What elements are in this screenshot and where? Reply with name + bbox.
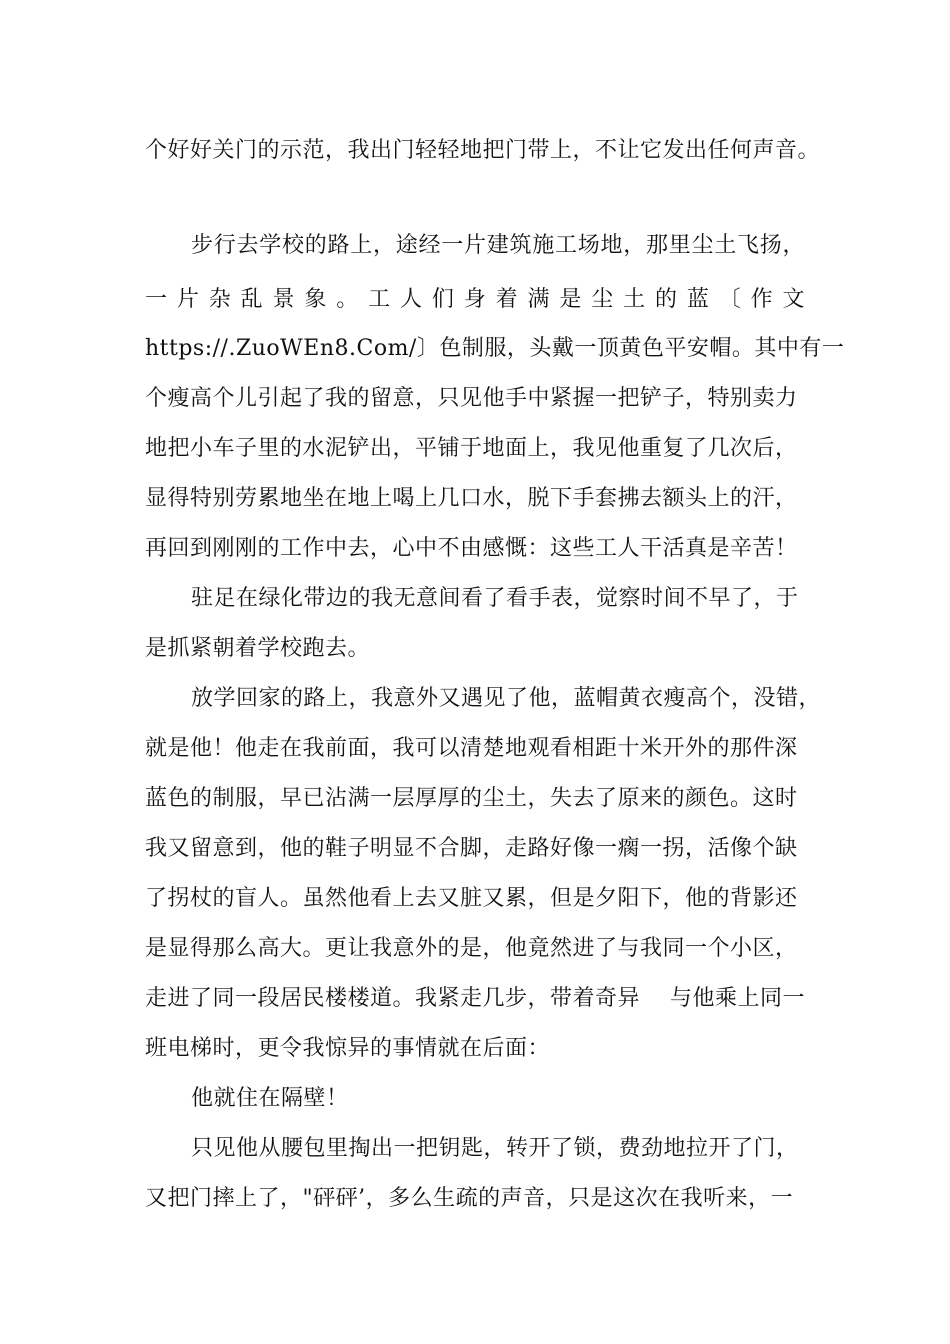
text-line: 了拐杖的盲人。虽然他看上去又脏又累，但是夕阳下，他的背影还 [145,886,798,911]
text-line: 个好好关门的示范，我出门轻轻地把门带上，不让它发出任何声音。 [145,138,821,163]
text-line: 地把小车子里的水泥铲出，平铺于地面上，我见他重复了几次后， [145,436,798,461]
text-line: 就是他！他走在我前面，我可以清楚地观看相距十米开外的那件深 [145,736,798,761]
text-line: 是显得那么高大。更让我意外的是，他竟然进了与我同一个小区， [145,936,798,961]
text-line: 放学回家的路上，我意外又遇见了他，蓝帽黄衣瘦高个，没错， [191,686,822,711]
text-line: 个瘦高个儿引起了我的留意，只见他手中紧握一把铲子，特别卖力 [145,386,798,411]
text-line: 步行去学校的路上，途经一片建筑施工场地，那里尘土飞扬， [191,233,805,258]
text-line: 显得特别劳累地坐在地上喝上几口水，脱下手套拂去额头上的汗， [145,486,798,511]
text-line: 一片杂乱景象。工人们身着满是尘土的蓝〔作文 [145,287,805,312]
text-line: 再回到刚刚的工作中去，心中不由感慨：这些工人干活真是辛苦！ [145,536,798,561]
text-line: https://.ZuoWEn8.Com/〕色制服，头戴一顶黄色平安帽。其中有一 [145,336,845,361]
text-line: 班电梯时，更令我惊异的事情就在后面： [145,1036,551,1061]
text-line: 是抓紧朝着学校跑去。 [145,636,371,661]
text-line: 又把门摔上了，"砰砰’，多么生疏的声音，只是这次在我听来，一 [145,1186,794,1211]
text-line: 我又留意到，他的鞋子明显不合脚，走路好像一瘸一拐，活像个缺 [145,836,798,861]
text-line: 他就住在隔壁！ [191,1086,349,1111]
text-line: 走进了同一段居民楼楼道。我紧走几步，带着奇异 与他乘上同一 [145,986,805,1011]
text-line: 蓝色的制服，早已沾满一层厚厚的尘土，失去了原来的颜色。这时 [145,786,798,811]
text-line: 只见他从腰包里掏出一把钥匙，转开了锁，费劲地拉开了门， [191,1136,799,1161]
text-line: 驻足在绿化带边的我无意间看了看手表，觉察时间不早了，于 [191,586,799,611]
